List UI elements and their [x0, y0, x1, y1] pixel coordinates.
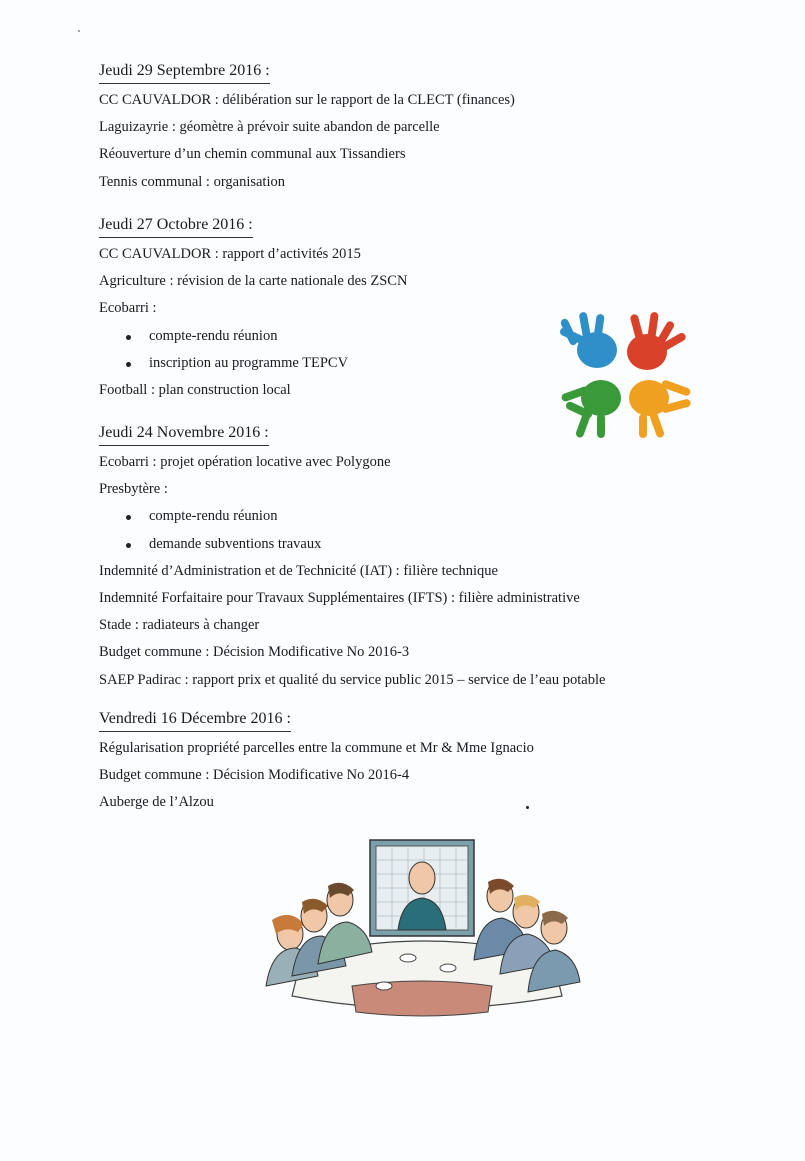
green-hand-icon — [560, 380, 621, 439]
agenda-item: Budget commune : Décision Modificative No 2016-3 — [99, 644, 410, 661]
presentation-screen — [370, 840, 474, 936]
section-heading: Jeudi 27 Octobre 2016 : — [99, 216, 253, 238]
agenda-item: Agriculture : révision de la carte nationale des ZSCN — [99, 273, 408, 290]
meeting-illustration — [262, 836, 582, 1018]
agenda-item: SAEP Padirac : rapport prix et qualité du service public 2015 – service de l’eau potable — [99, 671, 606, 688]
colored-hands-illustration — [555, 310, 695, 442]
section-24-novembre — [99, 424, 699, 694]
agenda-item: CC CAUVALDOR : rapport d’activités 2015 — [99, 246, 361, 262]
agenda-item: Auberge de l’Alzou — [99, 794, 214, 811]
agenda-item: Tennis communal : organisation — [99, 173, 285, 190]
agenda-item: Régularisation propriété parcelles entre la commune et Mr & Mme Ignacio — [99, 740, 534, 756]
blue-hand-icon — [559, 312, 617, 368]
section-heading: Jeudi 29 Septembre 2016 : — [99, 62, 270, 84]
agenda-item: Indemnité Forfaitaire pour Travaux Supplémentaires (IFTS) : filière administrative — [99, 589, 580, 606]
agenda-sub-item-label: compte-rendu réunion — [149, 327, 278, 344]
section-heading: Jeudi 24 Novembre 2016 : — [99, 424, 269, 446]
agenda-item: CC CAUVALDOR : délibération sur le rapport de la CLECT (finances) — [99, 92, 515, 108]
agenda-sub-item — [99, 531, 699, 558]
agenda-item: Stade : radiateurs à changer — [99, 617, 260, 634]
section-16-decembre — [99, 710, 699, 817]
agenda-item: Budget commune : Décision Modificative No 2016-4 — [99, 767, 410, 784]
agenda-item: Football : plan construction local — [99, 381, 291, 398]
agenda-item: Laguizayrie : géomètre à prévoir suite abandon de parcelle — [99, 119, 440, 136]
agenda-item: Ecobarri : projet opération locative avec Polygone — [99, 454, 391, 470]
agenda-sub-item-label: inscription au programme TEPCV — [149, 354, 349, 371]
agenda-item: Indemnité d’Administration et de Technicité (IAT) : filière technique — [99, 562, 498, 579]
scan-speck — [526, 806, 529, 809]
section-heading: Vendredi 16 Décembre 2016 : — [99, 710, 291, 732]
scan-speck — [78, 30, 80, 32]
red-hand-icon — [627, 312, 687, 370]
agenda-sub-item-label: compte-rendu réunion — [149, 508, 278, 525]
agenda-item: Ecobarri : — [99, 300, 157, 317]
agenda-sub-item — [99, 503, 699, 530]
agenda-sub-item-label: demande subventions travaux — [149, 535, 322, 552]
section-29-septembre — [99, 62, 699, 196]
agenda-item: Presbytère : — [99, 481, 168, 498]
agenda-item: Réouverture d’un chemin communal aux Tissandiers — [99, 146, 406, 163]
orange-hand-icon — [629, 379, 692, 438]
